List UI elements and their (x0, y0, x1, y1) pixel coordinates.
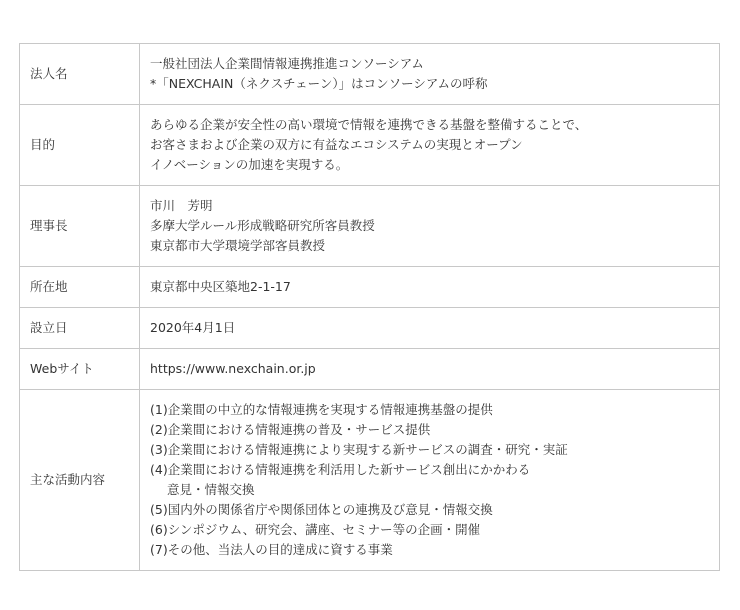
value-website: https://www.nexchain.or.jp (140, 349, 720, 390)
value-established: 2020年4月1日 (140, 308, 720, 349)
purpose-line: お客さまおよび企業の双方に有益なエコシステムの実現とオープン (150, 137, 523, 152)
label-address: 所在地 (20, 267, 140, 308)
row-address (20, 267, 720, 308)
chairman-title: 多摩大学ルール形成戦略研究所客員教授 (150, 218, 375, 233)
label-chairman: 理事長 (20, 186, 140, 267)
value-activities (140, 390, 720, 571)
row-activities (20, 390, 720, 571)
purpose-line: イノベーションの加速を実現する。 (150, 157, 349, 172)
chairman-name: 市川 芳明 (150, 198, 213, 213)
activity-item: (7)その他、当法人の目的達成に資する事業 (150, 542, 393, 557)
label-established: 設立日 (20, 308, 140, 349)
activity-item: (5)国内外の関係省庁や関係団体との連携及び意見・情報交換 (150, 502, 493, 517)
label-website: Webサイト (20, 349, 140, 390)
value-chairman (140, 186, 720, 267)
activity-item: (4)企業間における情報連携を利活用した新サービス創出にかかわる (150, 462, 531, 477)
row-established (20, 308, 720, 349)
activity-item: (1)企業間の中立的な情報連携を実現する情報連携基盤の提供 (150, 402, 493, 417)
activity-item: (6)シンポジウム、研究会、講座、セミナー等の企画・開催 (150, 522, 481, 537)
value-purpose (140, 105, 720, 186)
activity-item: (2)企業間における情報連携の普及・サービス提供 (150, 422, 431, 437)
value-corporate-name (140, 44, 720, 105)
corporate-name-line: 一般社団法人企業間情報連携推進コンソーシアム (150, 56, 424, 71)
corporate-name-note: *「NEXCHAIN（ネクスチェーン）」はコンソーシアムの呼称 (150, 76, 488, 91)
activity-item-continuation: 意見・情報交換 (167, 482, 255, 497)
row-chairman (20, 186, 720, 267)
label-corporate-name: 法人名 (20, 44, 140, 105)
purpose-line: あらゆる企業が安全性の高い環境で情報を連携できる基盤を整備することで、 (150, 117, 588, 132)
chairman-title: 東京都市大学環境学部客員教授 (150, 238, 326, 253)
row-corporate-name (20, 44, 720, 105)
label-activities: 主な活動内容 (20, 390, 140, 571)
value-address: 東京都中央区築地2-1-17 (140, 267, 720, 308)
activity-item: (3)企業間における情報連携により実現する新サービスの調査・研究・実証 (150, 442, 568, 457)
row-purpose (20, 105, 720, 186)
corporate-profile-table (19, 43, 720, 571)
label-purpose: 目的 (20, 105, 140, 186)
row-website (20, 349, 720, 390)
